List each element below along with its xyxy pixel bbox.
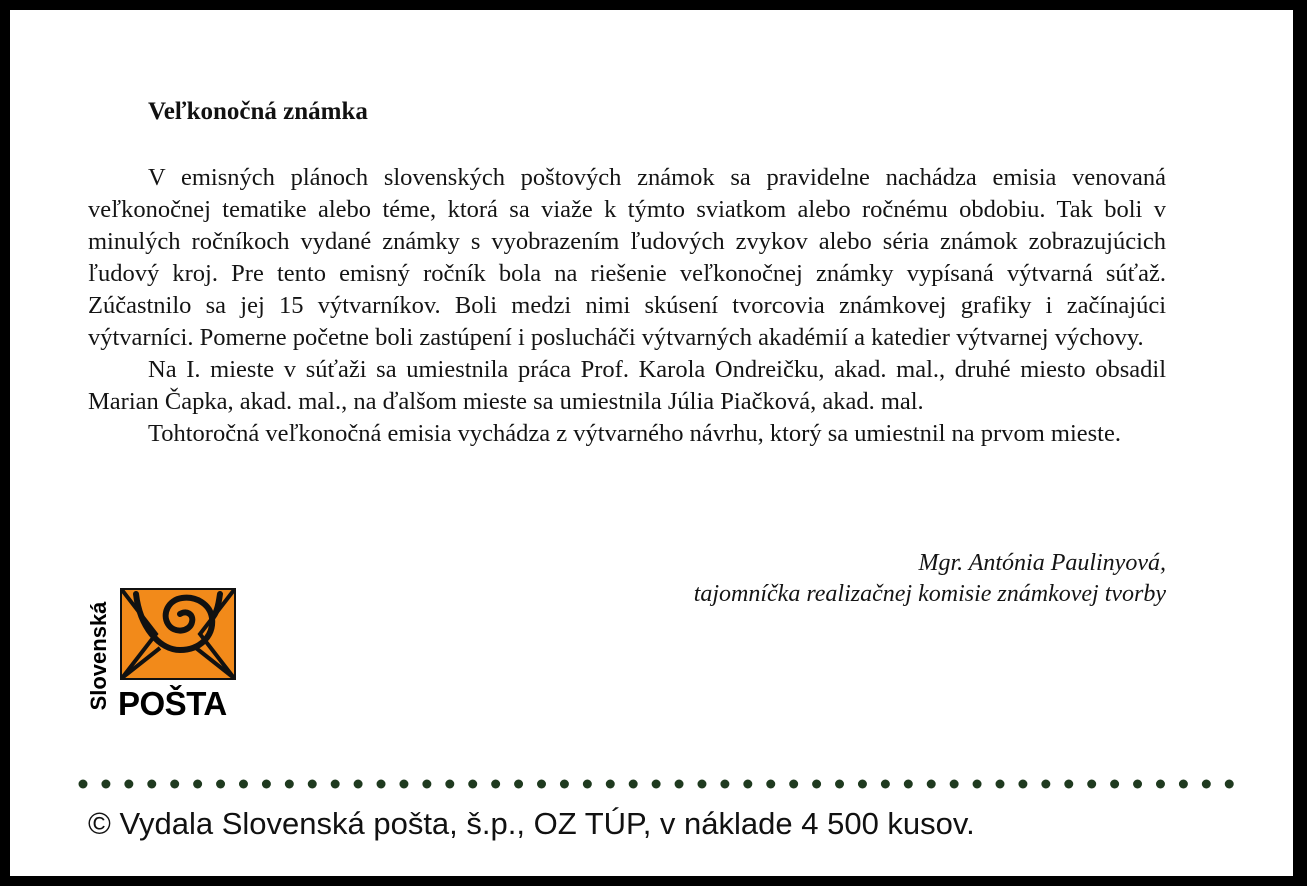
separator-dot [193,780,202,789]
separator-dot [1133,780,1142,789]
separator-dot [675,780,684,789]
separator-dot [1202,780,1211,789]
separator-dot [973,780,982,789]
separator-dot [789,780,798,789]
separator-dot [491,780,500,789]
separator-dot [927,780,936,789]
separator-dot [1110,780,1119,789]
separator-dot [835,780,844,789]
slovenska-posta-logo [86,588,246,728]
article-body [88,162,1166,450]
separator-dot [124,780,133,789]
logo-vertical-text: Slovenská [86,601,111,710]
post-horn-icon [120,588,236,680]
separator-dot [858,780,867,789]
signature-role: tajomníčka realizačnej komisie známkovej tvorby [693,581,1166,607]
signature-name: Mgr. Antónia Paulinyová, [918,550,1166,576]
separator-dot [1179,780,1188,789]
separator-dot [995,780,1004,789]
paragraph-2: Na I. mieste v súťaži sa umiestnila práca Prof. Karola Ondreičku, akad. mal., druhé miesto obsadil Marian Čapka, akad. mal., na ďalšom mieste sa umiestnila Júlia Piačková, akad. mal. [88,356,1166,415]
separator-dot [904,780,913,789]
separator-dot [468,780,477,789]
separator-dot [239,780,248,789]
separator-dot [331,780,340,789]
separator-dot [629,780,638,789]
separator-dot [652,780,661,789]
separator-dot [399,780,408,789]
separator-dot [170,780,179,789]
separator-dot [1156,780,1165,789]
separator-dot [422,780,431,789]
separator-dot [354,780,363,789]
separator-dot [216,780,225,789]
separator-dot [285,780,294,789]
separator-dot [514,780,523,789]
separator-dot [766,780,775,789]
separator-dot [262,780,271,789]
stamp-info-card [10,10,1293,876]
paragraph-3: Tohtoročná veľkonočná emisia vychádza z výtvarného návrhu, ktorý sa umiestnil na prvom mieste. [148,420,1121,447]
separator-dot [445,780,454,789]
separator-dot [377,780,386,789]
separator-dot [101,780,110,789]
separator-dot [720,780,729,789]
separator-dot [812,780,821,789]
separator-dot [697,780,706,789]
separator-dot [1041,780,1050,789]
separator-dot [1018,780,1027,789]
separator-dot [79,780,88,789]
signature [694,548,1166,610]
separator-dot [881,780,890,789]
separator-dot [560,780,569,789]
paragraph-1: V emisných plánoch slovenských poštových známok sa pravidelne nachádza emisia venovaná veľkonočnej tematike alebo téme, ktorá sa viaže k týmto sviatkom alebo ročnému obdobiu. Tak boli v minulých ročníkoch vydané známky s vyobrazením ľudových zvykov alebo séria známok zobrazujúcich ľudový kroj. Pre tento emisný ročník bola na riešenie veľkonočnej známky vypísaná výtvarná súťaž. Zúčastnilo sa jej 15 výtvarníkov. Boli medzi nimi skúsení tvorcovia známkovej grafiky i začínajúci výtvarníci. Pomerne početne boli zastúpení i poslucháči výtvarných akadémií a katedier výtvarnej výchovy. [88,164,1166,351]
separator-dot [606,780,615,789]
separator-dot [1087,780,1096,789]
dotted-separator [78,777,1238,791]
separator-dot [308,780,317,789]
separator-dot [583,780,592,789]
publisher-footer: © Vydala Slovenská pošta, š.p., OZ TÚP, v náklade 4 500 kusov. [88,806,975,841]
page-title: Veľkonočná známka [148,98,368,125]
separator-dot [1064,780,1073,789]
separator-dot [537,780,546,789]
separator-dot [1225,780,1234,789]
separator-dot [743,780,752,789]
separator-dot [950,780,959,789]
separator-dot [147,780,156,789]
logo-wordmark: POŠTA [118,685,227,722]
